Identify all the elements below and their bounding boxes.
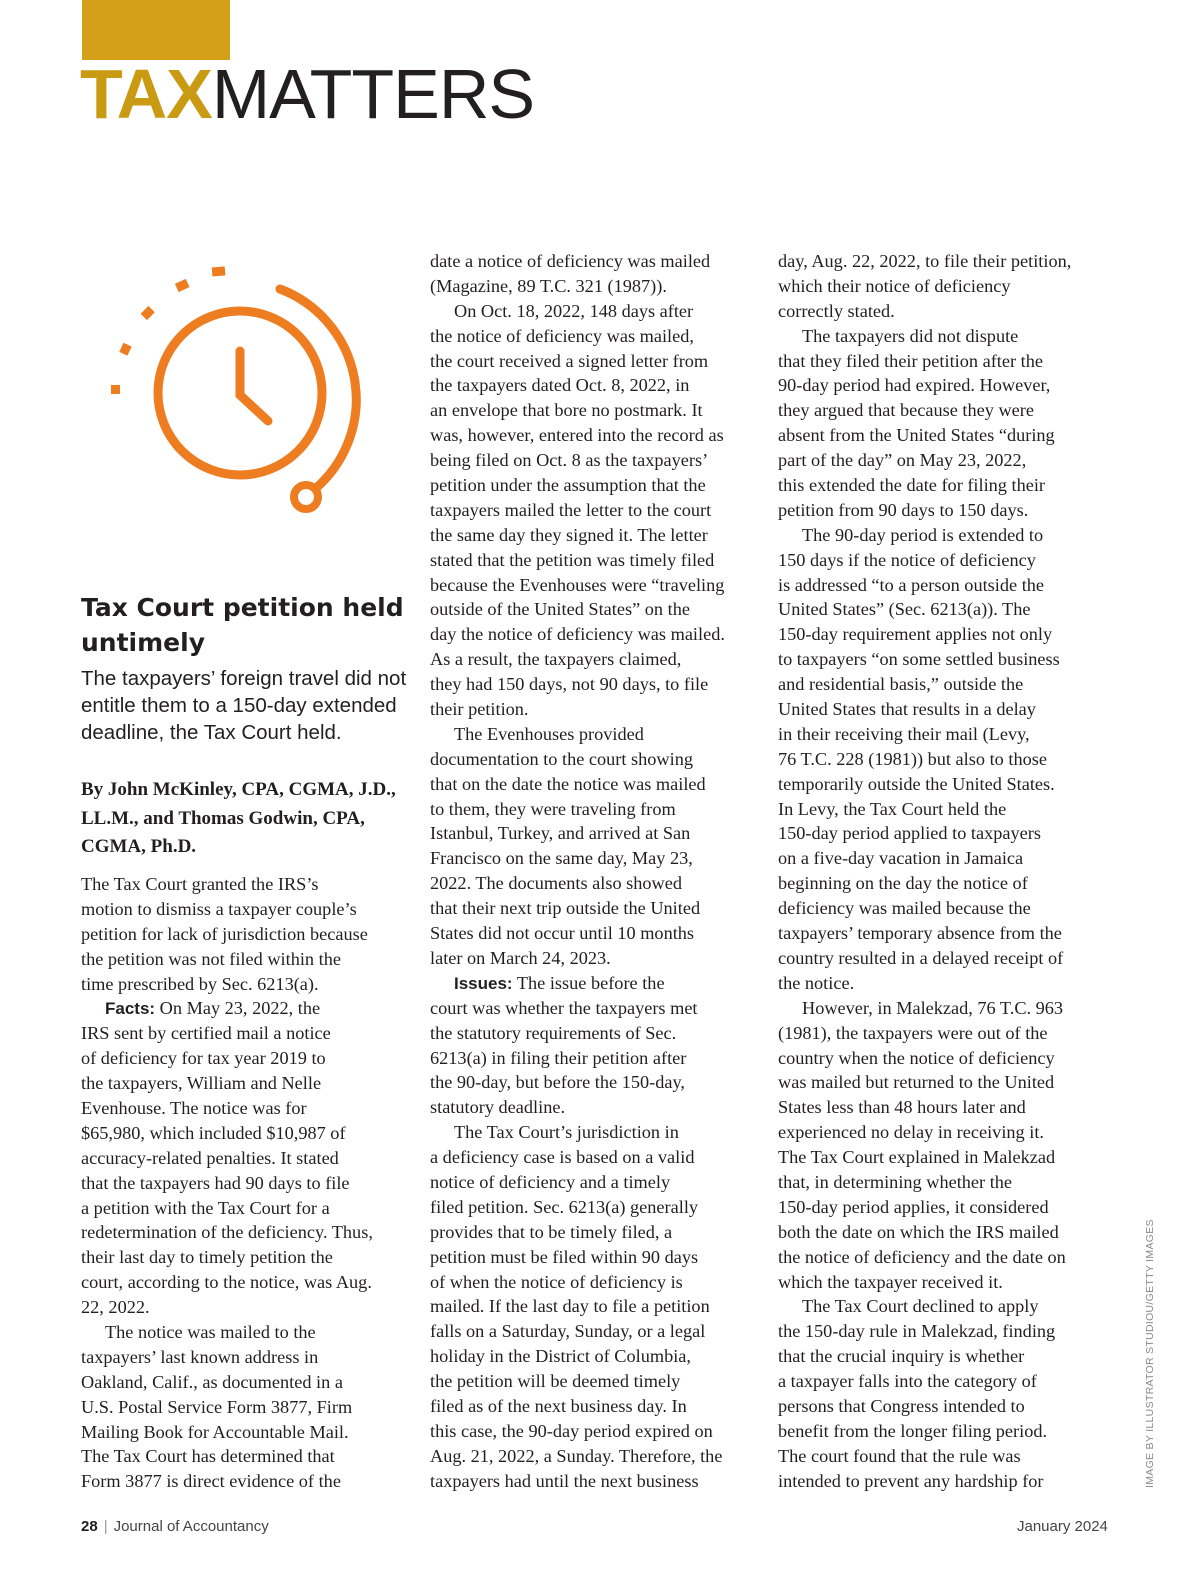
text-line [778,299,1071,324]
footer-separator: | [103,1518,108,1535]
image-credit: IMAGE BY ILLUSTRATOR STUDIOU/GETTY IMAGES [1144,1219,1156,1488]
text-line [81,1146,373,1171]
line-text: petition from 90 days to 150 days. [778,499,1029,520]
line-text: was, however, entered into the record as [430,425,724,446]
text-line [778,1120,1071,1145]
article-headline: Tax Court petition held untimely [81,593,404,657]
line-text: court was whether the taxpayers met [430,997,698,1018]
text-line [778,697,1071,722]
text-line [778,548,1071,573]
line-text: statutory deadline. [430,1097,566,1118]
line-text: benefit from the longer filing period. [778,1420,1048,1441]
line-text: $65,980, which included $10,987 of [81,1122,346,1143]
line-text: motion to dismiss a taxpayer couple’s [81,898,357,919]
line-text: country resulted in a delayed receipt of [778,947,1064,968]
line-text: intended to prevent any hardship for [778,1470,1044,1491]
line-text: an envelope that bore no postmark. It [430,400,703,421]
masthead-tax: TAX [80,55,212,133]
text-line [430,1195,725,1220]
paragraph-lead-in: Issues: [454,973,513,993]
text-line [778,971,1071,996]
text-line [778,1270,1071,1295]
text-line [778,722,1071,747]
line-text: In Levy, the Tax Court held the [778,798,1007,819]
line-text: (1981), the taxpayers were out of the [778,1022,1048,1043]
line-text: mailed. If the last day to file a petition [430,1296,710,1317]
article-deck: The taxpayers’ foreign travel did not entitle them to a 150-day extended deadline, the Tax Court held. [81,667,407,744]
line-text: petition for lack of jurisdiction because [81,923,368,944]
line-text: that the crucial inquiry is whether [778,1346,1025,1367]
text-line [778,448,1071,473]
line-text: day, Aug. 22, 2022, to file their petition, [778,251,1072,271]
line-text: 76 T.C. 228 (1981)) but also to those [778,748,1047,769]
text-line [778,1419,1071,1444]
text-line [778,1319,1071,1344]
text-line [778,1220,1071,1245]
text-line [430,498,725,523]
line-text: Aug. 21, 2022, a Sunday. Therefore, the [430,1445,723,1466]
text-line [81,972,373,997]
text-line [430,672,725,697]
text-line [430,1170,725,1195]
text-line [81,872,373,897]
text-line [778,1344,1071,1369]
text-line [778,1070,1071,1095]
text-line [778,821,1071,846]
text-line [430,722,725,747]
masthead-gold-bar [82,0,230,60]
text-line [430,921,725,946]
text-line [81,1420,373,1445]
line-text: 2022. The documents also showed [430,873,683,894]
line-text: Oakland, Calif., as documented in a [81,1371,343,1392]
line-text: that on the date the notice was mailed [430,773,706,794]
text-line [430,1046,725,1071]
line-text: to taxpayers “on some settled business [778,649,1060,670]
text-line [430,473,725,498]
line-text: on a five-day vacation in Jamaica [778,848,1024,869]
text-line [778,1145,1071,1170]
line-text: The issue before the [516,972,665,993]
line-text: a taxpayer falls into the category of [778,1371,1037,1392]
line-text: they argued that because they were [778,400,1034,421]
text-line [778,1245,1071,1270]
line-text: Mailing Book for Accountable Mail. [81,1421,349,1442]
text-line [778,597,1071,622]
text-line [430,772,725,797]
line-text: The 90-day period is extended to [802,524,1044,545]
text-line [430,448,725,473]
line-text: to them, they were traveling from [430,798,676,819]
text-line [430,896,725,921]
text-line [778,573,1071,598]
text-line [778,772,1071,797]
text-line [430,821,725,846]
text-line [81,1270,373,1295]
line-text: The Tax Court granted the IRS’s [81,874,319,894]
line-text: (Magazine, 89 T.C. 321 (1987)). [430,275,667,296]
section-masthead [80,52,534,136]
line-text: provides that to be timely filed, a [430,1221,673,1242]
text-line [430,647,725,672]
line-text: On May 23, 2022, the [159,998,321,1019]
line-text: notice of deficiency and a timely [430,1171,671,1192]
text-line [430,1220,725,1245]
line-text: this case, the 90-day period expired on [430,1420,713,1441]
line-text: 90-day period had expired. However, [778,375,1051,396]
text-line [430,523,725,548]
article-byline: By John McKinley, CPA, CGMA, J.D., LL.M., and Thomas Godwin, CPA, CGMA, Ph.D. [81,779,396,857]
text-line [778,1469,1071,1494]
text-line [778,996,1071,1021]
line-text: The court found that the rule was [778,1445,1021,1466]
line-text: documentation to the court showing [430,748,693,769]
text-line [81,1196,373,1221]
line-text: of when the notice of deficiency is [430,1271,683,1292]
line-text: The Tax Court declined to apply [802,1296,1039,1317]
line-text: 150 days if the notice of deficiency [778,549,1036,570]
text-line [81,1320,373,1345]
text-line [430,349,725,374]
line-text: Form 3877 is direct evidence of the [81,1471,341,1492]
text-line [430,1344,725,1369]
text-line [778,846,1071,871]
text-line [778,871,1071,896]
line-text: that, in determining whether the [778,1171,1013,1192]
article-column-1 [81,872,373,1494]
text-line [430,1444,725,1469]
line-text: experienced no delay in receiving it. [778,1122,1044,1143]
text-line [430,249,725,274]
article-column-3 [778,249,1071,1494]
line-text: filed petition. Sec. 6213(a) generally [430,1196,699,1217]
line-text: was mailed but returned to the United [778,1072,1055,1093]
line-text: the statutory requirements of Sec. [430,1022,677,1043]
line-text: because the Evenhouses were “traveling [430,574,725,595]
line-text: the notice. [778,972,855,993]
line-text: court, according to the notice, was Aug. [81,1272,372,1293]
line-text: The Tax Court explained in Malekzad [778,1147,1056,1168]
text-line [430,548,725,573]
line-text: of deficiency for tax year 2019 to [81,1048,326,1069]
line-text: that they filed their petition after the [778,350,1043,371]
text-line [430,1369,725,1394]
line-text: The Tax Court has determined that [81,1446,335,1467]
line-text: that their next trip outside the United [430,898,701,919]
line-text: their petition. [430,699,529,720]
line-text: 22, 2022. [81,1297,150,1318]
line-text: in their receiving their mail (Levy, [778,723,1030,744]
line-text: accuracy-related penalties. It stated [81,1147,339,1168]
text-line [778,1021,1071,1046]
line-text: 150-day period applies, it considered [778,1196,1049,1217]
footer-left [81,1518,269,1535]
line-text: a deficiency case is based on a valid [430,1147,695,1168]
issue-date: January 2024 [1017,1518,1108,1535]
line-text: United States” (Sec. 6213(a)). The [778,599,1031,620]
page-number: 28 [81,1518,98,1535]
text-line [430,971,725,996]
line-text: falls on a Saturday, Sunday, or a legal [430,1321,706,1342]
text-line [778,1369,1071,1394]
text-line [778,523,1071,548]
line-text: deficiency was mailed because the [778,898,1031,919]
text-line [778,274,1071,299]
text-line [81,1021,373,1046]
line-text: taxpayers’ last known address in [81,1346,319,1367]
line-text: States did not occur until 10 months [430,923,695,944]
text-line [778,349,1071,374]
line-text: U.S. Postal Service Form 3877, Firm [81,1396,353,1417]
text-line [430,622,725,647]
line-text: the taxpayers, William and Nelle [81,1073,322,1094]
line-text: The Tax Court’s jurisdiction in [454,1122,679,1143]
text-line [430,797,725,822]
text-line [778,797,1071,822]
line-text: day the notice of deficiency was mailed. [430,624,725,645]
line-text: and residential basis,” outside the [778,674,1024,695]
line-text: 150-day requirement applies not only [778,624,1053,645]
text-line [430,324,725,349]
line-text: the 90-day, but before the 150-day, [430,1072,685,1093]
article-column-2 [430,249,725,1494]
line-text: part of the day” on May 23, 2022, [778,450,1027,471]
text-line [81,1046,373,1071]
line-text: filed as of the next business day. In [430,1395,687,1416]
line-text: taxpayers had until the next business [430,1470,699,1491]
paragraph-lead-in: Facts: [105,999,156,1019]
text-line [430,1319,725,1344]
line-text: their last day to timely petition the [81,1247,333,1268]
text-line [778,498,1071,523]
text-line [430,871,725,896]
text-line [430,1021,725,1046]
text-line [430,747,725,772]
line-text: On Oct. 18, 2022, 148 days after [454,300,694,321]
text-line [430,1070,725,1095]
text-line [778,473,1071,498]
text-line [430,846,725,871]
line-text: the 150-day rule in Malekzad, finding [778,1321,1056,1342]
line-text: States less than 48 hours later and [778,1097,1026,1118]
text-line [778,896,1071,921]
text-line [778,423,1071,448]
text-line [81,1171,373,1196]
text-line [430,1120,725,1145]
text-line [430,597,725,622]
text-line [81,1469,373,1494]
line-text: taxpayers’ temporary absence from the [778,923,1062,944]
text-line [81,1444,373,1469]
line-text: holiday in the District of Columbia, [430,1346,691,1367]
text-line [430,274,725,299]
text-line [81,1395,373,1420]
text-line [778,1394,1071,1419]
text-line [778,747,1071,772]
text-line [430,573,725,598]
line-text: stated that the petition was timely filed [430,549,715,570]
line-text: redetermination of the deficiency. Thus, [81,1222,373,1243]
text-line [430,946,725,971]
masthead-matters: MATTERS [211,55,535,133]
text-line [778,1170,1071,1195]
line-text: they had 150 days, not 90 days, to file [430,674,709,695]
text-line [430,1419,725,1444]
line-text: the notice of deficiency was mailed, [430,325,694,346]
line-text: temporarily outside the United States. [778,773,1055,794]
text-line [430,1095,725,1120]
line-text: Francisco on the same day, May 23, [430,848,693,869]
line-text: The notice was mailed to the [105,1322,316,1343]
line-text: which their notice of deficiency [778,275,1011,296]
line-text: IRS sent by certified mail a notice [81,1023,331,1044]
text-line [778,1095,1071,1120]
text-line [778,946,1071,971]
text-line [81,922,373,947]
text-line [778,647,1071,672]
line-text: the same day they signed it. The letter [430,524,708,545]
line-text: The Evenhouses provided [454,723,644,744]
text-line [778,249,1071,274]
line-text: absent from the United States “during [778,425,1055,446]
text-line [778,398,1071,423]
line-text: 150-day period applied to taxpayers [778,823,1041,844]
line-text: this extended the date for filing their [778,475,1046,496]
line-text: The taxpayers did not dispute [802,325,1019,346]
text-line [778,672,1071,697]
text-line [81,1370,373,1395]
line-text: Evenhouse. The notice was for [81,1098,307,1119]
line-text: the taxpayers dated Oct. 8, 2022, in [430,375,690,396]
text-line [430,373,725,398]
text-line [430,1145,725,1170]
text-line [778,1444,1071,1469]
line-text: the petition will be deemed timely [430,1371,681,1392]
line-text: outside of the United States” on the [430,599,690,620]
text-line [778,622,1071,647]
text-line [778,921,1071,946]
text-line [81,1345,373,1370]
text-line [430,1294,725,1319]
line-text: taxpayers mailed the letter to the court [430,499,712,520]
clock-icon [100,255,390,545]
line-text: beginning on the day the notice of [778,873,1028,894]
line-text: United States that results in a delay [778,699,1036,720]
text-line [778,1294,1071,1319]
line-text: time prescribed by Sec. 6213(a). [81,973,319,994]
line-text: As a result, the taxpayers claimed, [430,649,682,670]
line-text: the petition was not filed within the [81,948,341,969]
line-text: persons that Congress intended to [778,1395,1025,1416]
text-line [778,324,1071,349]
text-line [430,697,725,722]
publication-name: Journal of Accountancy [113,1518,269,1535]
text-line [81,996,373,1021]
text-line [81,1295,373,1320]
text-line [81,897,373,922]
text-line [430,1245,725,1270]
line-text: petition under the assumption that the [430,475,706,496]
text-line [430,1469,725,1494]
text-line [778,373,1071,398]
line-text: the notice of deficiency and the date on [778,1246,1066,1267]
text-line [778,1195,1071,1220]
line-text: that the taxpayers had 90 days to file [81,1172,350,1193]
line-text: 6213(a) in filing their petition after [430,1047,687,1068]
text-line [430,398,725,423]
line-text: a petition with the Tax Court for a [81,1197,330,1218]
text-line [430,1394,725,1419]
line-text: However, in Malekzad, 76 T.C. 963 [802,997,1064,1018]
text-line [81,947,373,972]
line-text: the court received a signed letter from [430,350,709,371]
line-text: later on March 24, 2023. [430,947,611,968]
text-line [81,1245,373,1270]
line-text: date a notice of deficiency was mailed [430,251,711,271]
text-line [430,996,725,1021]
text-line [430,299,725,324]
text-line [81,1121,373,1146]
text-line [81,1220,373,1245]
text-line [778,1046,1071,1071]
text-line [81,1071,373,1096]
line-text: both the date on which the IRS mailed [778,1221,1059,1242]
text-line [81,1096,373,1121]
line-text: is addressed “to a person outside the [778,574,1045,595]
text-line [430,423,725,448]
line-text: country when the notice of deficiency [778,1047,1055,1068]
line-text: being filed on Oct. 8 as the taxpayers’ [430,450,709,471]
line-text: petition must be filed within 90 days [430,1246,699,1267]
text-line [430,1270,725,1295]
line-text: correctly stated. [778,300,895,321]
line-text: Istanbul, Turkey, and arrived at San [430,823,691,844]
line-text: which the taxpayer received it. [778,1271,1003,1292]
